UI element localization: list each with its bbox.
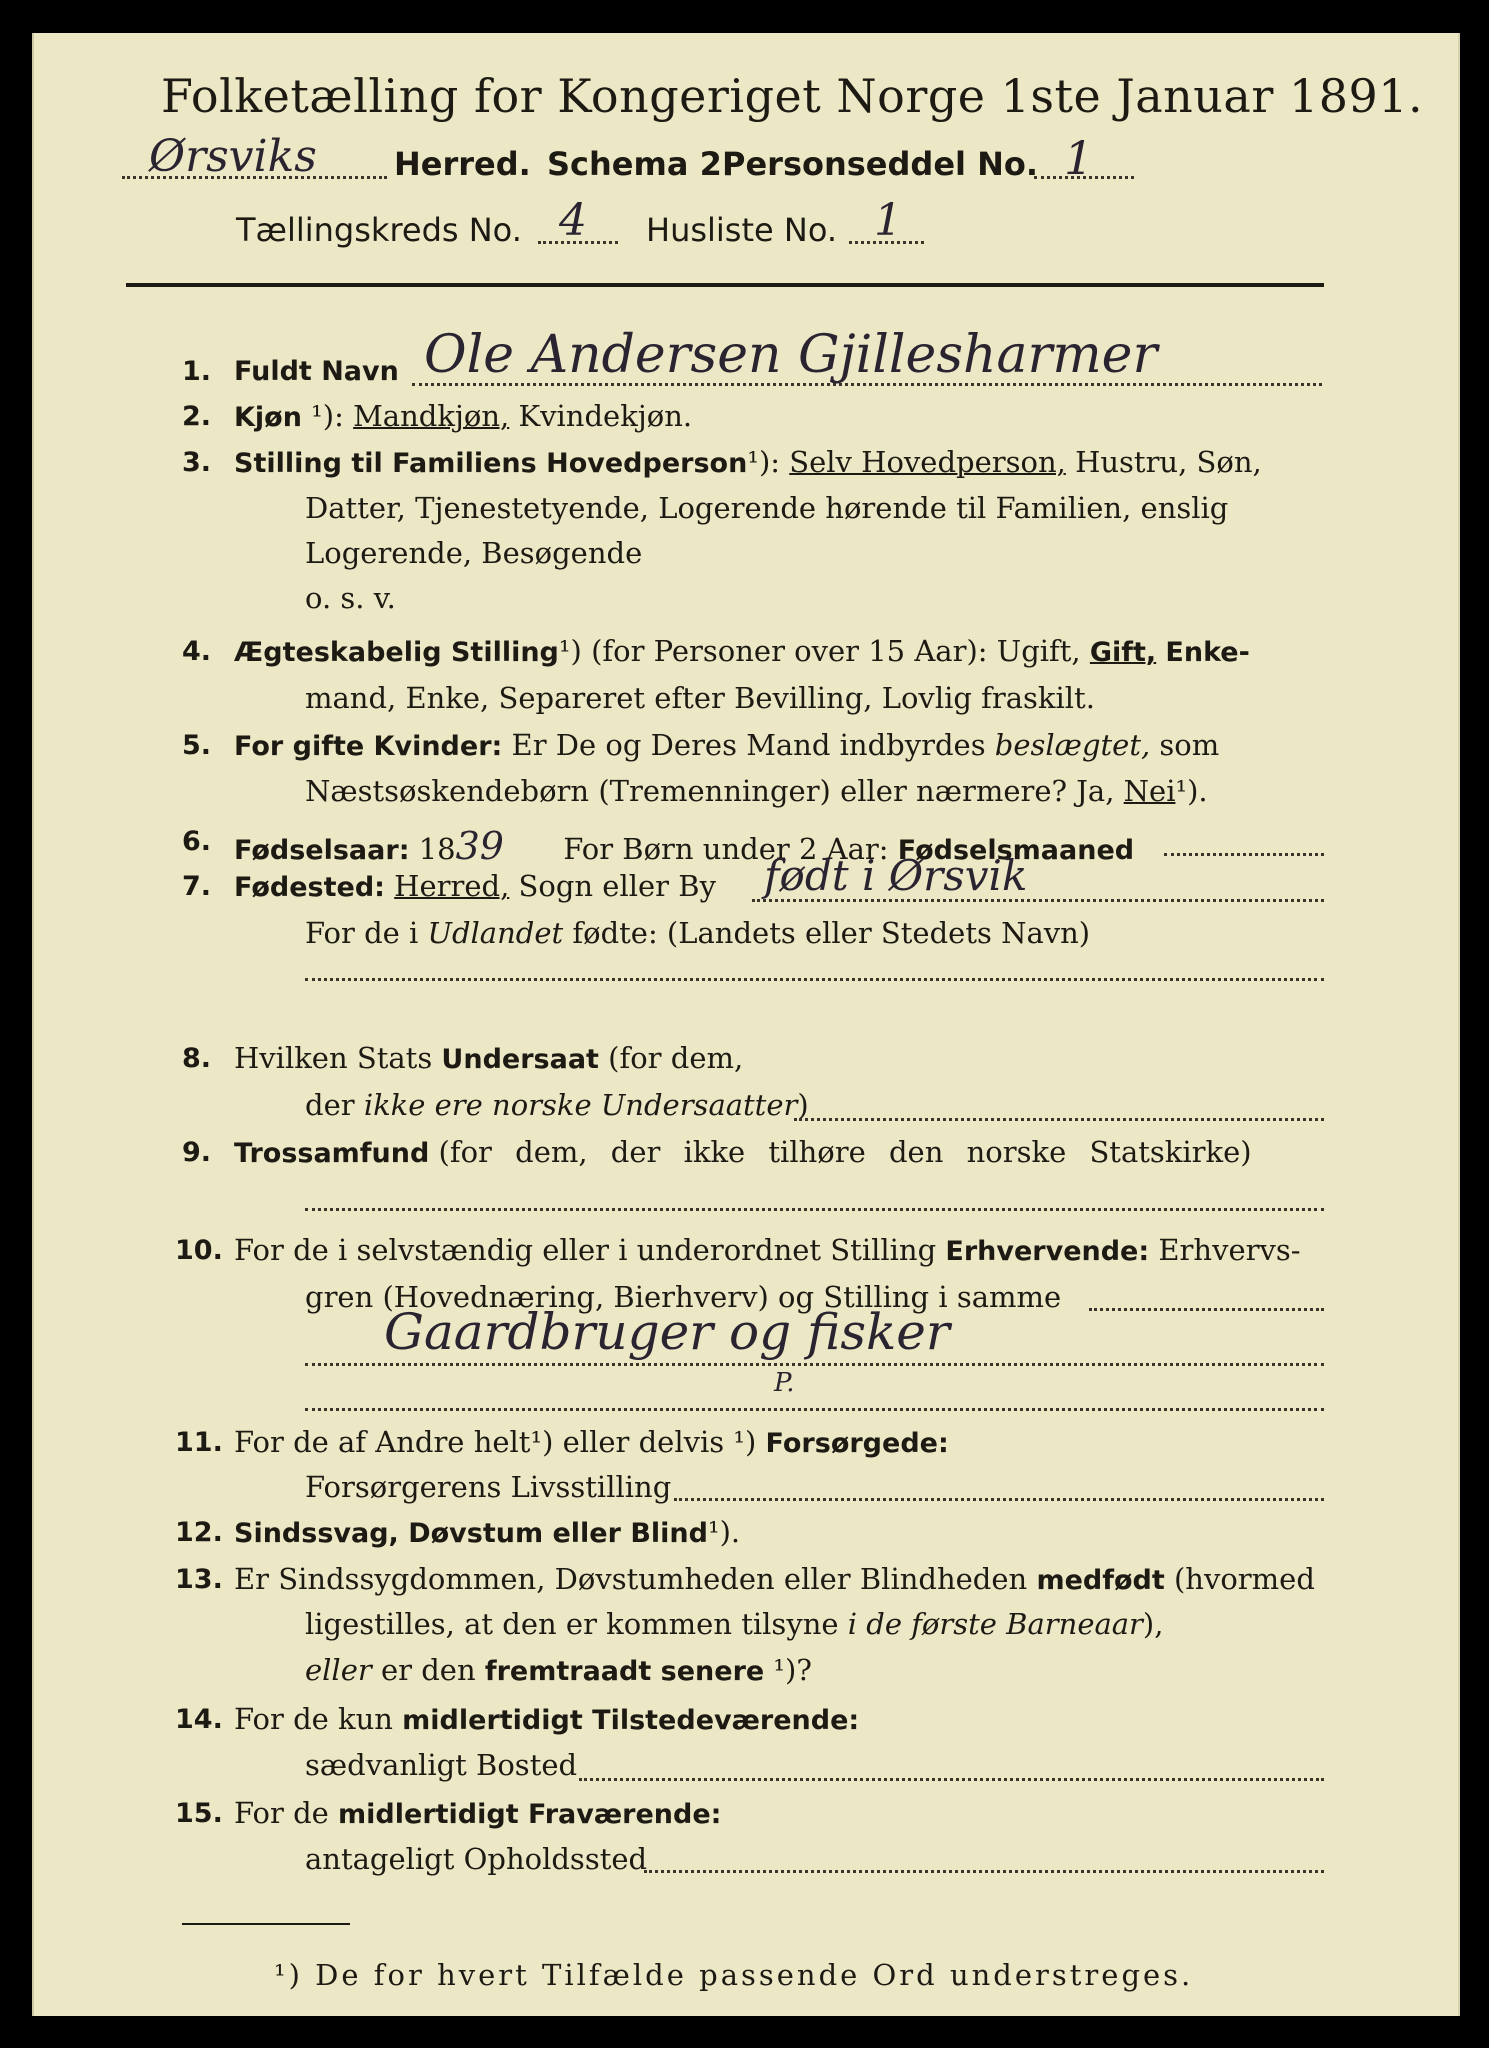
q10-line1-a: For de i selvstændig eller i underordnet Stilling [234,1233,937,1267]
q3-line3: Logerende, Besøgende [305,536,643,570]
q7-number: 7. [182,871,212,902]
q12-line [234,1515,740,1549]
q3-line4: o. s. v. [305,581,396,615]
q5-line2-text: Næstsøskendebørn (Tremenninger) eller nærmere? Ja, [305,774,1115,808]
form-title: Folketælling for Kongeriget Norge 1ste Januar 1891. [161,69,1424,123]
q12-sup: ¹). [707,1515,741,1549]
taellingskreds-label: Tællingskreds No. [236,211,522,249]
q4-number: 4. [182,636,212,667]
q13-line1 [234,1562,1315,1596]
personseddel-no: 1 [1064,131,1094,185]
q1-number: 1. [182,356,212,387]
q8-number: 8. [182,1043,212,1074]
q13-label: medfødt [1036,1565,1165,1596]
q6-prefix: 18 [418,832,456,866]
q2-opt-mandkjon: Mandkjøn, [353,399,510,433]
q15-number: 15. [175,1798,223,1829]
q5-line2-end: ¹). [1175,774,1208,808]
q7-label: Fødested: [234,872,385,903]
q15-label: midlertidigt Fraværende: [338,1799,722,1830]
q10-label: Erhvervende: [945,1236,1150,1267]
q1-answer: Ole Andersen Gjillesharmer [424,325,1158,385]
q4-line1-rest: (for Personer over 15 Aar): Ugift, [591,634,1081,668]
q13-line1-b: (hvormed [1173,1562,1315,1596]
q13-line2-b: ), [1142,1607,1164,1641]
q3-label: Stilling til Familiens Hovedperson [234,448,748,479]
schema-label: Schema 2. [547,145,734,183]
q6-label2: Fødselsmaaned [897,835,1135,866]
q4-line1 [234,634,1250,668]
q13-line1-a: Er Sindssygdommen, Døvstumheden eller Blindheden [234,1562,1028,1596]
q13-line3-a: er den [380,1653,476,1687]
q5-label: For gifte Kvinder: [234,731,503,762]
q5-number: 5. [182,730,212,761]
q13-number: 13. [175,1564,223,1595]
census-form [32,33,1460,2016]
q2-line [234,399,692,433]
q6-year-handwritten: 39 [455,824,504,868]
q7-line1 [234,869,716,903]
q4-opt-gift: Gift, [1089,637,1157,668]
q7-rest: Sogn eller By [518,869,716,903]
q4-label: Ægteskabelig Stilling [234,637,559,668]
q4-line1-end: Enke- [1165,637,1250,668]
q8-line2-b: ) [797,1088,809,1122]
q11-number: 11. [175,1427,223,1458]
q3-number: 3. [182,447,212,478]
q8-label: Undersaat [441,1044,599,1075]
q7-answer: født i Ørsvik [764,851,1028,900]
q10-line1 [234,1233,1301,1267]
q6-rest: For Børn under 2 Aar: [563,832,889,866]
q5-opt-nei: Nei [1123,774,1176,808]
taellingskreds-no: 4 [559,195,587,246]
q14-number: 14. [175,1704,223,1735]
husliste-label: Husliste No. [646,211,837,249]
q8-line2-italic: ikke ere norske Undersaatter [363,1088,798,1122]
q11-line1 [234,1425,949,1459]
q13-line3-b: ¹)? [773,1653,812,1687]
q7-opt-herred: Herred, [394,869,510,903]
q5-line1-end: som [1159,728,1220,762]
q3-line1-rest: Hustru, Søn, [1075,445,1262,479]
q12-label: Sindssvag, Døvstum eller Blind [234,1518,708,1549]
q10-line1-b: Erhvervs- [1158,1233,1301,1267]
herred-label: Herred. [394,145,531,183]
q7-line2-a: For de i [305,916,419,950]
q7-line2 [305,916,1090,950]
q1-label: Fuldt Navn [234,356,399,387]
q5-line1-rest: Er De og Deres Mand indbyrdes [511,728,986,762]
q11-sup1: ¹) [530,1425,554,1459]
q12-number: 12. [175,1517,223,1548]
q13-line3-italic: eller [305,1653,372,1687]
q10-mark: P. [774,1368,795,1398]
q9-rest: (for dem, der ikke tilhøre den norske Statskirke) [438,1135,1252,1169]
herred-handwritten: Ørsviks [149,131,317,182]
q9-line [234,1135,1252,1169]
q2-label: Kjøn [234,402,302,433]
q8-line1 [234,1041,743,1075]
q2-opt-kvindekjon: Kvindekjøn. [518,399,693,433]
q10-answer: Gaardbruger og fisker [384,1303,950,1361]
q8-line2 [305,1088,809,1122]
q11-sup2: ¹) [733,1425,757,1459]
header-rule [126,283,1324,287]
q14-line1-a: For de kun [234,1702,393,1736]
q11-line1-b: eller delvis [562,1425,725,1459]
q2-number: 2. [182,401,212,432]
q4-sup: ¹) [558,634,582,668]
q14-line2: sædvanligt Bosted [305,1748,578,1782]
husliste-no: 1 [874,195,902,246]
q14-label: midlertidigt Tilstedeværende: [402,1705,860,1736]
q8-line1-a: Hvilken Stats [234,1041,433,1075]
q13-line2 [305,1607,1163,1641]
q11-line2: Forsørgerens Livsstilling [305,1470,672,1504]
q3-sup: ¹): [747,445,781,479]
q13-line2-italic: i de første Barneaar [847,1607,1143,1641]
q8-line1-b: (for dem, [608,1041,744,1075]
q5-line2 [305,774,1208,808]
q5-line1-italic: beslægtet, [994,728,1151,762]
personseddel-label: Personseddel No. [722,145,1039,183]
q13-label2: fremtraadt senere [484,1656,765,1687]
q10-line2: gren (Hovednæring, Bierhverv) og Stilling i samme [305,1280,1062,1314]
q5-line1 [234,728,1219,762]
q13-line3 [305,1653,812,1687]
q3-line2: Datter, Tjenestetyende, Logerende hørende til Familien, enslig [305,491,1229,525]
q11-label: Forsørgede: [765,1428,949,1459]
q3-opt-selv-hovedperson: Selv Hovedperson, [789,445,1066,479]
q9-label: Trossamfund [234,1138,430,1169]
q6-label: Fødselsaar: [234,835,410,866]
q15-line2: antageligt Opholdssted [305,1842,648,1876]
q9-number: 9. [182,1137,212,1168]
q10-number: 10. [175,1235,223,1266]
q3-line1 [234,445,1262,479]
q13-line2-a: ligestilles, at den er kommen tilsyne [305,1607,839,1641]
footnote: ¹) De for hvert Tilfælde passende Ord understreges. [274,1958,1194,1992]
q14-line1 [234,1702,859,1736]
q7-line2-italic: Udlandet [427,916,564,950]
q4-line2: mand, Enke, Separeret efter Bevilling, Lovlig fraskilt. [305,681,1095,715]
q2-sup: ¹): [311,399,344,433]
q8-line2-a: der [305,1088,355,1122]
q15-line1-a: For de [234,1796,329,1830]
q7-line2-b: fødte: (Landets eller Stedets Navn) [572,916,1091,950]
q15-line1 [234,1796,721,1830]
q6-number: 6. [182,826,212,857]
q11-line1-a: For de af Andre helt [234,1425,531,1459]
footnote-rule [182,1923,350,1925]
